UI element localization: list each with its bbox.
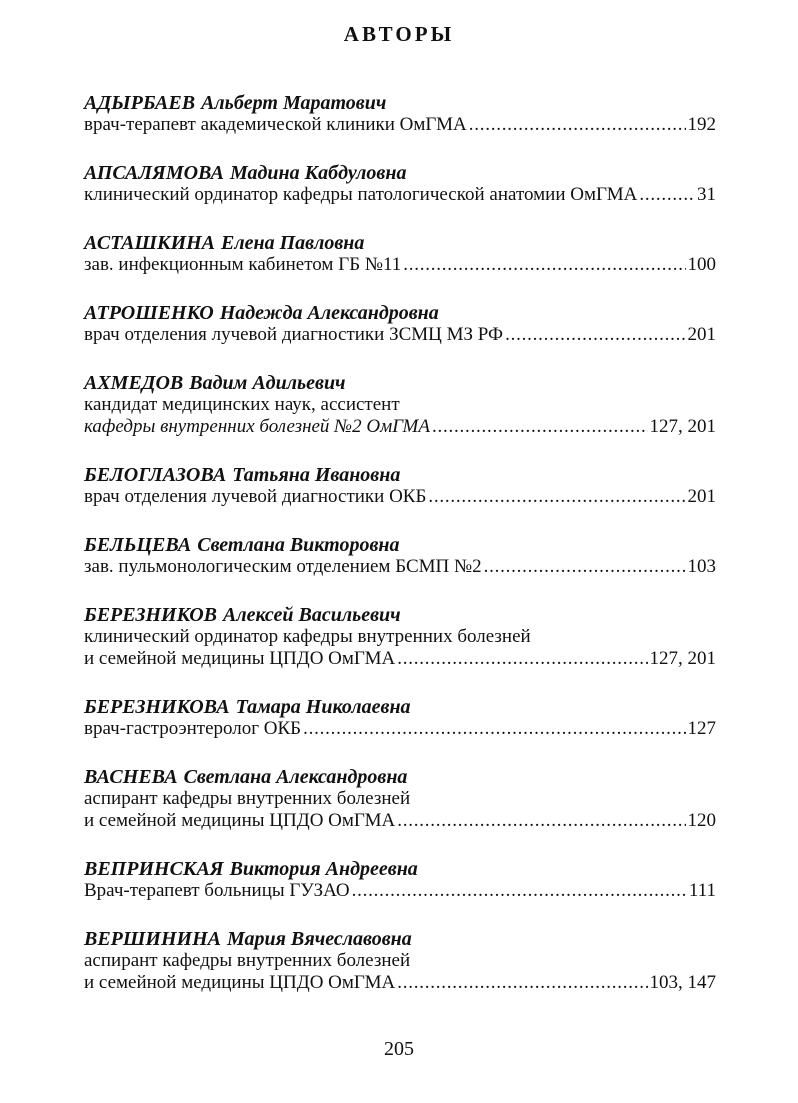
author-entry [84,534,716,578]
author-given-names: Светлана Викторовна [197,534,400,556]
dot-leader [352,880,687,902]
author-given-names: Виктория Андреевна [229,858,418,880]
author-page-reference [84,254,716,276]
author-position-line: клинический ординатор кафедры внутренних болезней [84,626,531,647]
author-entry [84,858,716,902]
author-position: и семейной медицины ЦПДО ОмГМА [84,648,396,669]
author-surname: АСТАШКИНА [84,232,216,254]
author-surname: ВЕРШИНИНА [84,928,221,950]
author-surname: БЕЛОГЛАЗОВА [84,464,227,486]
author-surname: АПСАЛЯМОВА [84,162,224,184]
author-position: Врач-терапевт больницы ГУЗАО [84,880,350,901]
author-name [84,696,716,718]
author-page-reference [84,114,716,136]
author-given-names: Светлана Александровна [183,766,408,788]
author-name [84,92,716,114]
author-position: врач отделения лучевой диагностики ЗСМЦ МЗ РФ [84,324,504,345]
author-surname: АДЫРБАЕВ [84,92,196,114]
author-entry [84,928,716,994]
author-given-names: Мадина Кабдуловна [229,162,407,184]
author-position-line: аспирант кафедры внутренних болезней [84,950,411,971]
author-entry [84,604,716,670]
page-refs: 127, 201 [649,648,716,669]
author-given-names: Тамара Николаевна [235,696,411,718]
author-name [84,372,716,394]
page-refs: 103, 147 [649,972,716,993]
dot-leader [484,556,686,578]
author-position: зав. пульмонологическим отделением БСМП №2 [84,556,482,577]
author-name [84,464,716,486]
author-page-reference [84,880,716,902]
author-given-names: Надежда Александровна [219,302,439,324]
page-number: 205 [384,1038,414,1060]
page-refs: 103 [687,556,716,577]
author-position: врач-терапевт академической клиники ОмГМА [84,114,467,135]
author-entry [84,696,716,740]
author-page-reference [84,648,716,670]
author-entry [84,766,716,832]
author-entry [84,464,716,508]
author-surname: ВАСНЕВА [84,766,178,788]
author-surname: ВЕПРИНСКАЯ [84,858,224,880]
author-entry [84,92,716,136]
author-position: клинический ординатор кафедры патологической анатомии ОмГМА [84,184,638,205]
author-page-reference [84,416,716,438]
page-refs: 127, 201 [649,416,716,437]
author-position: врач отделения лучевой диагностики ОКБ [84,486,427,507]
dot-leader [505,324,685,346]
author-position: кафедры внутренних болезней №2 ОмГМА [84,416,430,437]
author-name [84,162,716,184]
author-surname: АТРОШЕНКО [84,302,214,324]
dot-leader [303,718,685,740]
dot-leader [397,810,685,832]
author-page-reference [84,486,716,508]
author-page-reference [84,972,716,994]
author-name [84,534,716,556]
author-position-line: аспирант кафедры внутренних болезней [84,788,411,809]
author-surname: БЕРЕЗНИКОВА [84,696,230,718]
page-refs: 120 [687,810,716,831]
author-surname: АХМЕДОВ [84,372,184,394]
page-refs: 100 [687,254,716,275]
author-entry [84,232,716,276]
author-name [84,302,716,324]
author-name [84,766,716,788]
page-refs: 31 [697,184,716,205]
dot-leader [432,416,648,438]
author-page-reference [84,810,716,832]
author-list [84,92,716,1020]
author-page-reference [84,324,716,346]
author-position: врач-гастроэнтеролог ОКБ [84,718,302,739]
author-name [84,232,716,254]
dot-leader [397,972,647,994]
author-given-names: Альберт Маратович [201,92,387,114]
dot-leader [428,486,685,508]
author-page-reference [84,718,716,740]
author-position: и семейной медицины ЦПДО ОмГМА [84,972,396,993]
dot-leader [397,648,647,670]
author-surname: БЕЛЬЦЕВА [84,534,192,556]
author-given-names: Татьяна Ивановна [232,464,401,486]
page-refs: 127 [687,718,716,739]
author-position: и семейной медицины ЦПДО ОмГМА [84,810,396,831]
author-entry [84,372,716,438]
page-refs: 111 [688,880,716,901]
author-given-names: Елена Павловна [221,232,365,254]
author-name [84,858,716,880]
page-refs: 192 [687,114,716,135]
dot-leader [469,114,686,136]
author-position: зав. инфекционным кабинетом ГБ №11 [84,254,402,275]
author-given-names: Алексей Васильевич [223,604,401,626]
page-refs: 201 [687,486,716,507]
author-entry [84,162,716,206]
author-given-names: Мария Вячеславовна [226,928,412,950]
author-page-reference [84,556,716,578]
author-name [84,928,716,950]
author-entry [84,302,716,346]
author-given-names: Вадим Адильевич [189,372,346,394]
author-surname: БЕРЕЗНИКОВ [84,604,218,626]
author-position-line: кандидат медицинских наук, ассистент [84,394,400,415]
dot-leader [639,184,695,206]
page-refs: 201 [687,324,716,345]
author-page-reference [84,184,716,206]
author-name [84,604,716,626]
page-title: АВТОРЫ [343,22,455,46]
dot-leader [403,254,685,276]
